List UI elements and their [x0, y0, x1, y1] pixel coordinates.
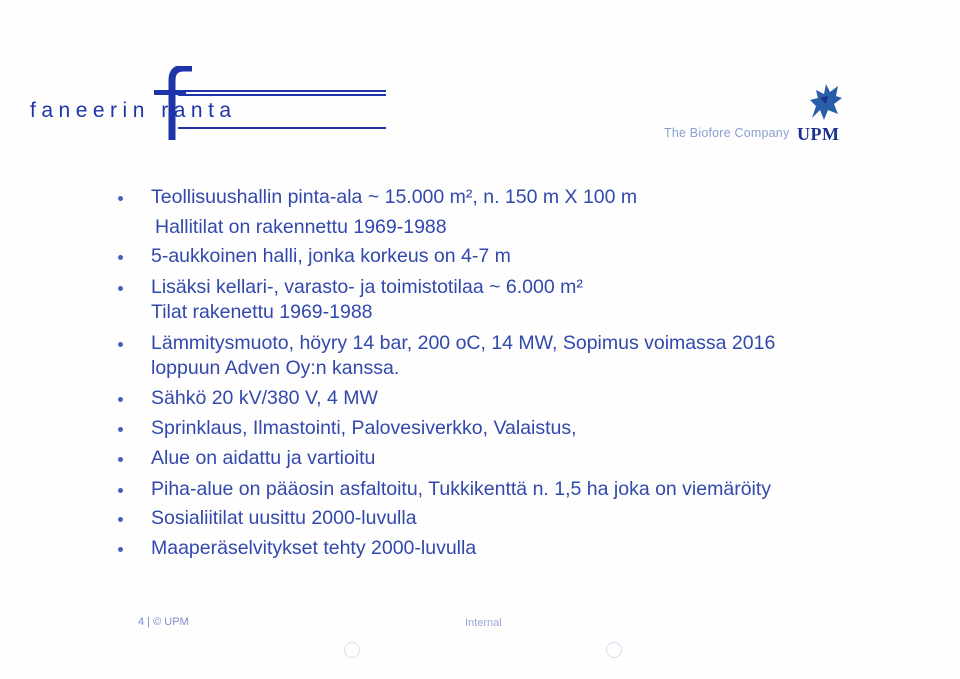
bullet-icon — [118, 342, 123, 347]
upm-tagline: The Biofore Company — [664, 126, 790, 140]
list-item: Tilat rakenettu 1969-1988 — [151, 301, 373, 323]
list-item: Lisäksi kellari-, varasto- ja toimistotilaa ~ 6.000 m² — [151, 276, 583, 298]
brand-text: faneerin ranta — [30, 99, 237, 122]
bullet-icon — [118, 397, 123, 402]
list-item: Alue on aidattu ja vartioitu — [151, 447, 376, 469]
bullet-icon — [118, 457, 123, 462]
list-item: Hallitilat on rakennettu 1969-1988 — [155, 216, 447, 238]
upm-logo-text: UPM — [797, 124, 840, 144]
bullet-icon — [118, 255, 123, 260]
list-item: Lämmitysmuoto, höyry 14 bar, 200 oC, 14 MW, Sopimus voimassa 2016 — [151, 332, 776, 354]
bullet-icon — [118, 488, 123, 493]
classification-label: Internal — [465, 617, 502, 629]
list-item: Sähkö 20 kV/380 V, 4 MW — [151, 387, 378, 409]
list-item: Piha-alue on pääosin asfaltoitu, Tukkikenttä n. 1,5 ha joka on viemäröity — [151, 478, 772, 500]
page-number: 4 | © UPM — [138, 616, 189, 628]
bullet-icon — [118, 547, 123, 552]
bullet-icon — [118, 517, 123, 522]
bullet-icon — [118, 427, 123, 432]
list-item: Sprinklaus, Ilmastointi, Palovesiverkko, Valaistus, — [151, 417, 577, 439]
bullet-icon — [118, 196, 123, 201]
decorative-circle-icon — [606, 642, 622, 658]
decorative-circle-icon — [344, 642, 360, 658]
list-item: Teollisuushallin pinta-ala ~ 15.000 m², n. 150 m X 100 m — [151, 186, 638, 208]
list-item: 5-aukkoinen halli, jonka korkeus on 4-7 m — [151, 245, 511, 267]
bullet-icon — [118, 286, 123, 291]
list-item: Sosialiitilat uusittu 2000-luvulla — [151, 507, 417, 529]
list-item: loppuun Adven Oy:n kanssa. — [151, 357, 400, 379]
list-item: Maaperäselvitykset tehty 2000-luvulla — [151, 537, 477, 559]
